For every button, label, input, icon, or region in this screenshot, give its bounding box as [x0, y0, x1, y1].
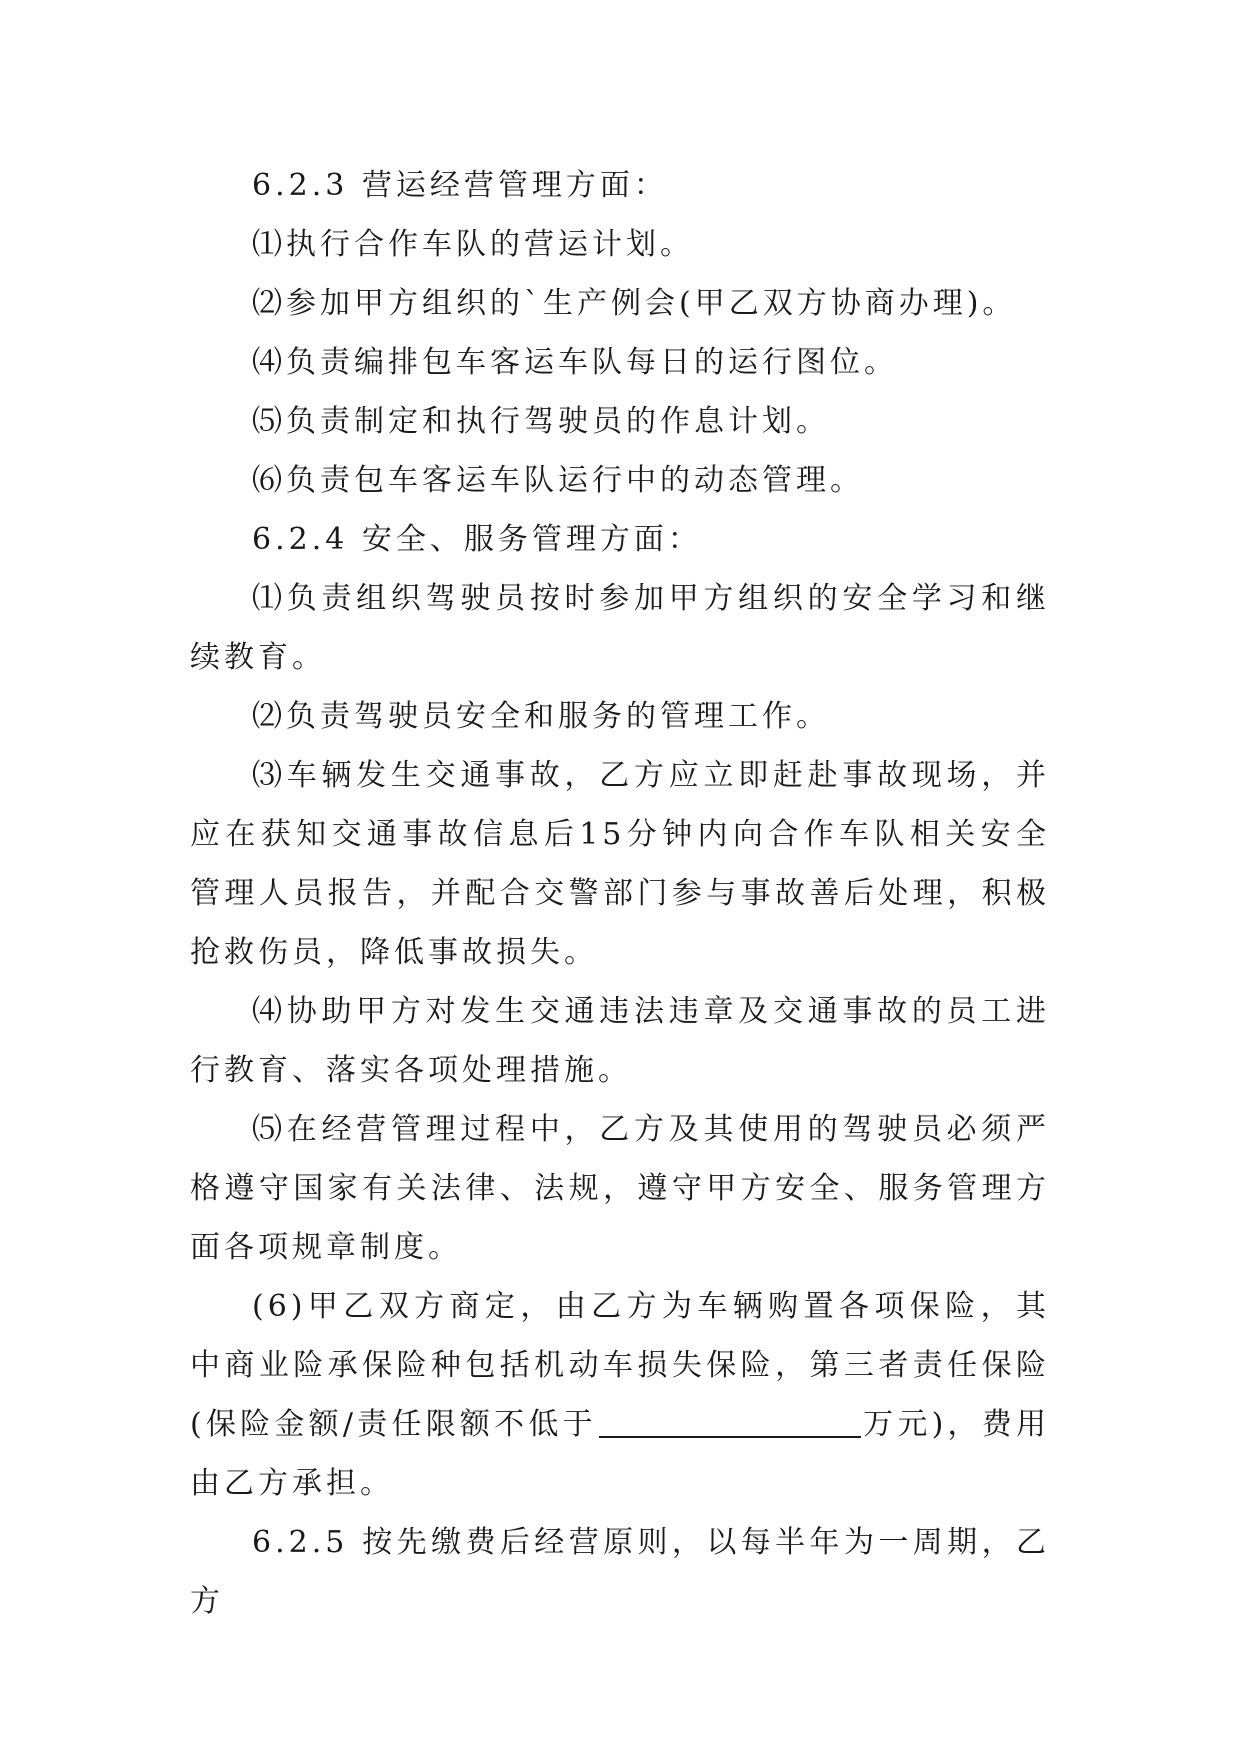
safety-item-6	[190, 1277, 1050, 1513]
safety-item-2: ⑵负责驾驶员安全和服务的管理工作。	[252, 699, 830, 734]
safety-item-3: ⑶车辆发生交通事故，乙方应立即赶赴事故现场，并应在获知交通事故信息后15分钟内向合作车队相关安全管理人员报告，并配合交警部门参与事故善后处理，积极抢救伤员，降低事故损失。	[190, 758, 1050, 970]
list-item-1: ⑴执行合作车队的营运计划。	[252, 227, 694, 262]
insurance-text-after: 万元)，费用由乙方承担。	[190, 1407, 1050, 1501]
section-heading-6-2-5: 6.2.5 按先缴费后经营原则，以每半年为一周期，乙方	[190, 1525, 1050, 1619]
list-item-6: ⑹负责包车客运车队运行中的动态管理。	[252, 463, 864, 498]
insurance-amount-blank	[599, 1406, 861, 1438]
safety-item-4: ⑷协助甲方对发生交通违法违章及交通事故的员工进行教育、落实各项处理措施。	[190, 994, 1050, 1088]
insurance-text-before: (6)甲乙双方商定，由乙方为车辆购置各项保险，其中商业险承保险种包括机动车损失保险，第三者责任保险(保险金额/责任限额不低于	[190, 1289, 1050, 1442]
safety-item-5: ⑸在经营管理过程中，乙方及其使用的驾驶员必须严格遵守国家有关法律、法规，遵守甲方安全、服务管理方面各项规章制度。	[190, 1112, 1050, 1265]
document-page	[190, 156, 1050, 1631]
list-item-4: ⑷负责编排包车客运车队每日的运行图位。	[252, 345, 898, 380]
section-heading-6-2-4: 6.2.4 安全、服务管理方面：	[252, 522, 702, 557]
list-item-2: ⑵参加甲方组织的`生产例会(甲乙双方协商办理)。	[252, 286, 1017, 321]
section-heading-6-2-3: 6.2.3 营运经营管理方面：	[252, 168, 668, 203]
list-item-5: ⑸负责制定和执行驾驶员的作息计划。	[252, 404, 830, 439]
safety-item-1: ⑴负责组织驾驶员按时参加甲方组织的安全学习和继续教育。	[190, 581, 1050, 675]
